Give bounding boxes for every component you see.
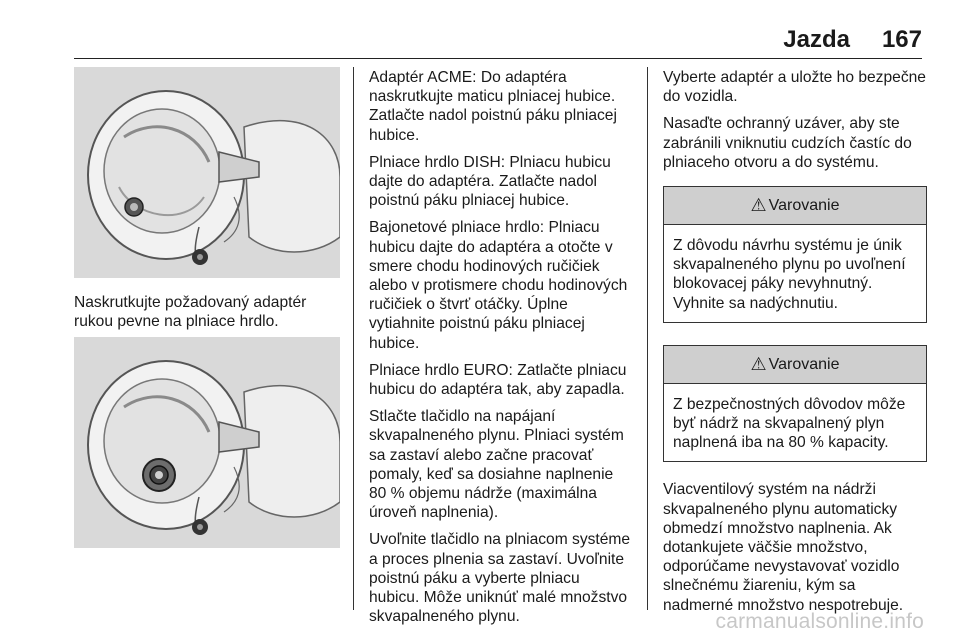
warning-triangle-icon: ⚠ — [750, 194, 767, 215]
paragraph-protective-cap: Nasaďte ochranný uzáver, aby ste zabránili vniknutiu cudzích častíc do plniaceho otvoru a do systému. — [663, 115, 912, 171]
paragraph-multivalve: Viacventilový systém na nádrži skvapalneného plynu automaticky obmedzí množstvo naplnenia. Ak dotankujete väčšie množstvo, odporúčame nevystavovať vozidlo slnečnému žiareniu, kým sa nadmerné množstvo nespotrebuje. — [663, 481, 904, 614]
paragraph-press-button: Stlačte tlačidlo na napájaní skvapalneného plynu. Plniaci systém sa zastaví alebo začne pracovať pomaly, keď sa dosiahne naplnenie 80 % objemu nádrže (maximálna úroveň naplnenia). — [369, 408, 624, 522]
page-header — [0, 26, 960, 56]
page-number: 167 — [881, 26, 922, 53]
term-label: Plniace hrdlo EURO: — [369, 361, 513, 379]
header-divider — [74, 58, 922, 59]
fuel-flap-illustration-adapter — [74, 337, 340, 548]
paragraph-dish: Plniace hrdlo DISH: Plniacu hubicu dajte do adaptéra. Zatlačte nadol poistnú páku plniacej hubice. — [369, 153, 611, 210]
warning-box — [663, 345, 927, 463]
safety-column — [663, 68, 927, 623]
warning-text: Z bezpečnostných dôvodov môže byť nádrž na skvapalnený plyn naplnená iba na 80 % kapacity. — [673, 395, 906, 452]
warning-text: Z dôvodu návrhu systému je únik skvapalneného plynu po uvoľnení blokovacej páky nevyhnutný. Vyhnite sa nadýchnutiu. — [673, 237, 906, 312]
watermark: carmanualsonline.info — [715, 610, 924, 633]
term-label: Adaptér ACME: — [369, 69, 477, 86]
term-label: Bajonetové plniace hrdlo: — [369, 219, 545, 237]
section-title: Jazda — [783, 26, 850, 53]
warning-title: Varovanie — [768, 355, 840, 373]
column-divider — [353, 67, 354, 610]
warning-box — [663, 186, 927, 323]
paragraph-euro: Plniace hrdlo EURO: Zatlačte plniacu hubicu do adaptéra tak, aby zapadla. — [369, 361, 627, 399]
term-label: Plniace hrdlo DISH: — [369, 153, 506, 171]
warning-triangle-icon: ⚠ — [750, 353, 767, 374]
warning-header — [664, 346, 926, 384]
paragraph-bayonet: Bajonetové plniace hrdlo: Plniacu hubicu dajte do adaptéra a otočte v smere chodu hodinových ručičiek alebo v protismere chodu hodinových ručičiek o štvrť otáčky. Úplne vytiahnite poistnú páku plniacej hubice. — [369, 219, 628, 352]
warning-title: Varovanie — [768, 196, 840, 214]
illustration-caption: Naskrutkujte požadovaný adaptér rukou pevne na plniace hrdlo. — [74, 294, 307, 331]
column-divider — [647, 67, 648, 610]
fuel-flap-illustration-open — [74, 67, 340, 278]
paragraph-store-adapter: Vyberte adaptér a uložte ho bezpečne do vozidla. — [663, 69, 926, 106]
instructions-column — [369, 68, 633, 634]
paragraph-acme: Adaptér ACME: Do adaptéra naskrutkujte maticu plniacej hubice. Zatlačte nadol poistnú páku plniacej hubice. — [369, 69, 617, 144]
paragraph-release-button: Uvoľnite tlačidlo na plniacom systéme a proces plnenia sa zastaví. Uvoľnite poistnú páku a vyberte plniacu hubicu. Môže uniknúť malé množstvo skvapalneného plynu. — [369, 531, 631, 626]
warning-header — [664, 187, 926, 225]
